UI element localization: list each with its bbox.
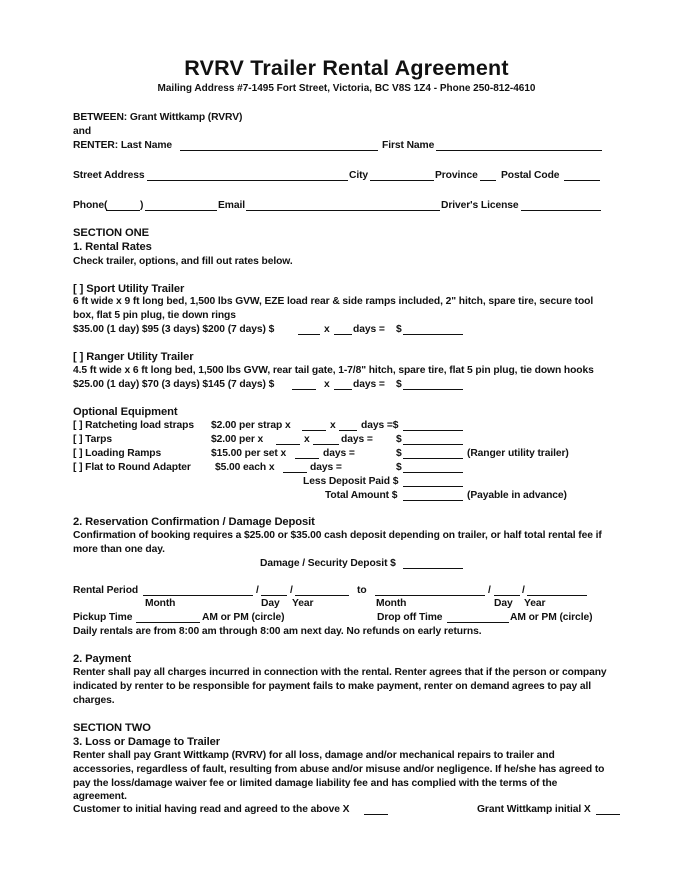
straps-days-label: days =$ [361, 420, 399, 431]
mailing-address: Mailing Address #7-1495 Fort Street, Victoria, BC V8S 1Z4 - Phone 250-812-4610 [157, 83, 536, 94]
adapter-subtotal-field[interactable] [403, 472, 463, 473]
total-amount-label: Total Amount $ [325, 490, 398, 501]
tarps-subtotal-field[interactable] [403, 444, 463, 445]
ranger-trailer-desc: 4.5 ft wide x 6 ft long bed, 1,500 lbs GVW, rear tail gate, 1-7/8" hitch, spare tire, flat 5 pin plug, tie down hooks [73, 365, 594, 376]
ramps-days-field[interactable] [295, 458, 319, 459]
sport-trailer-desc: 6 ft wide x 9 ft long bed, 1,500 lbs GVW, EZE load rear & side ramps included, 2" hitch, spare tire, secure tool [73, 296, 594, 307]
start-year-field[interactable] [295, 595, 349, 596]
start-year-caption: Year [292, 598, 314, 609]
ramps-subtotal-field[interactable] [403, 458, 463, 459]
first-name-label: First Name [382, 140, 435, 151]
street-address-field[interactable] [147, 180, 348, 181]
ranger-subtotal-field[interactable] [403, 389, 463, 390]
ramps-note: (Ranger utility trailer) [467, 448, 569, 459]
loss-damage-text-4: agreement. [73, 791, 127, 802]
sport-trailer-desc-2: box, flat 5 pin plug, tie down rings [73, 310, 236, 321]
grant-initial-field[interactable] [596, 814, 620, 815]
ramps-days-label: days = [323, 448, 355, 459]
straps-x: x [330, 420, 336, 431]
postal-code-field[interactable] [564, 180, 600, 181]
email-label: Email [218, 200, 245, 211]
section-two-heading: SECTION TWO [73, 722, 151, 734]
phone-area-code-field[interactable] [106, 210, 140, 211]
ranger-trailer-checkbox[interactable]: [ ] Ranger Utility Trailer [73, 351, 194, 363]
sport-subtotal-field[interactable] [403, 334, 463, 335]
pickup-ampm: AM or PM (circle) [202, 612, 285, 623]
end-month-caption: Month [376, 598, 407, 609]
sport-x: x [324, 324, 330, 335]
straps-price: $2.00 per strap x [211, 420, 291, 431]
adapter-checkbox[interactable]: [ ] Flat to Round Adapter [73, 462, 191, 473]
ramps-checkbox[interactable]: [ ] Loading Ramps [73, 448, 162, 459]
sport-rate-field[interactable] [298, 334, 320, 335]
loss-damage-text-1: Renter shall pay Grant Wittkamp (RVRV) for all loss, damage and/or mechanical repairs to trailer and [73, 750, 555, 761]
adapter-dollar: $ [396, 462, 402, 473]
postal-code-label: Postal Code [501, 170, 560, 181]
adapter-days-field[interactable] [283, 472, 307, 473]
email-field[interactable] [246, 210, 440, 211]
rental-period-label: Rental Period [73, 585, 139, 596]
sport-days-field[interactable] [334, 334, 352, 335]
end-slash-2: / [522, 585, 525, 596]
first-name-field[interactable] [436, 150, 602, 151]
payment-text-2: indicated by renter to be responsible for payment fails to make payment, renter on demand agrees to pay all [73, 681, 592, 692]
reservation-heading: 2. Reservation Confirmation / Damage Deposit [73, 516, 315, 528]
end-slash-1: / [488, 585, 491, 596]
phone-paren: ) [140, 200, 144, 211]
end-year-field[interactable] [527, 595, 587, 596]
straps-checkbox[interactable]: [ ] Ratcheting load straps [73, 420, 194, 431]
ranger-days-label: days = [353, 379, 385, 390]
tarps-price: $2.00 per x [211, 434, 264, 445]
start-month-field[interactable] [143, 595, 253, 596]
tarps-days-field[interactable] [313, 444, 339, 445]
sport-trailer-checkbox[interactable]: [ ] Sport Utility Trailer [73, 283, 185, 295]
less-deposit-label: Less Deposit Paid $ [303, 476, 399, 487]
between-line: BETWEEN: Grant Wittkamp (RVRV) [73, 112, 243, 123]
tarps-dollar: $ [396, 434, 402, 445]
straps-days-field[interactable] [339, 430, 357, 431]
ranger-trailer-rates: $25.00 (1 day) $70 (3 days) $145 (7 days) $ [73, 379, 275, 390]
pickup-time-label: Pickup Time [73, 612, 133, 623]
renter-last-name-field[interactable] [180, 150, 378, 151]
adapter-price: $5.00 each x [215, 462, 275, 473]
damage-deposit-field[interactable] [403, 568, 463, 569]
end-day-caption: Day [494, 598, 513, 609]
drivers-license-field[interactable] [521, 210, 601, 211]
ranger-x: x [324, 379, 330, 390]
start-day-caption: Day [261, 598, 280, 609]
dropoff-time-label: Drop off Time [377, 612, 443, 623]
grant-initial-label: Grant Wittkamp initial X [477, 804, 591, 815]
tarps-days-label: days = [341, 434, 373, 445]
tarps-checkbox[interactable]: [ ] Tarps [73, 434, 112, 445]
start-slash-2: / [290, 585, 293, 596]
section-one-heading: SECTION ONE [73, 227, 149, 239]
tarps-qty-field[interactable] [276, 444, 300, 445]
document-title: RVRV Trailer Rental Agreement [184, 56, 509, 80]
payment-heading: 2. Payment [73, 653, 132, 665]
end-year-caption: Year [524, 598, 546, 609]
city-label: City [349, 170, 369, 181]
end-month-field[interactable] [375, 595, 485, 596]
payment-text-1: Renter shall pay all charges incurred in connection with the rental. Renter agrees that if the person or company [73, 667, 607, 678]
and-line: and [73, 126, 92, 137]
province-field[interactable] [480, 180, 496, 181]
total-note: (Payable in advance) [467, 490, 567, 501]
ranger-days-field[interactable] [334, 389, 352, 390]
ranger-rate-field[interactable] [292, 389, 316, 390]
loss-damage-text-2: accessories, regardless of fault, resulting from abuse and/or misuse and/or negligence. If he/she has agreed to [73, 764, 605, 775]
customer-initial-label: Customer to initial having read and agreed to the above X [73, 804, 350, 815]
sport-dollar: $ [396, 324, 402, 335]
end-day-field[interactable] [494, 595, 520, 596]
ramps-price: $15.00 per set x [211, 448, 287, 459]
start-month-caption: Month [145, 598, 176, 609]
customer-initial-field[interactable] [364, 814, 388, 815]
less-deposit-field[interactable] [403, 486, 463, 487]
straps-qty-field[interactable] [302, 430, 326, 431]
pickup-time-field[interactable] [136, 622, 200, 623]
loss-damage-heading: 3. Loss or Damage to Trailer [73, 736, 221, 748]
ramps-dollar: $ [396, 448, 402, 459]
damage-deposit-label: Damage / Security Deposit $ [260, 558, 396, 569]
straps-subtotal-field[interactable] [403, 430, 463, 431]
phone-number-field[interactable] [145, 210, 217, 211]
start-slash-1: / [256, 585, 259, 596]
sport-trailer-rates: $35.00 (1 day) $95 (3 days) $200 (7 days) $ [73, 324, 275, 335]
start-day-field[interactable] [261, 595, 287, 596]
reservation-text-2: more than one day. [73, 544, 165, 555]
total-amount-field[interactable] [403, 500, 463, 501]
daily-rentals-note: Daily rentals are from 8:00 am through 8:00 am next day. No refunds on early returns. [73, 626, 482, 637]
province-label: Province [435, 170, 478, 181]
to-label: to [357, 585, 367, 596]
tarps-x: x [304, 434, 310, 445]
city-field[interactable] [370, 180, 434, 181]
adapter-days-label: days = [310, 462, 342, 473]
phone-label: Phone( [73, 200, 108, 211]
sport-days-label: days = [353, 324, 385, 335]
renter-last-name-label: RENTER: Last Name [73, 140, 173, 151]
drivers-license-label: Driver's License [441, 200, 519, 211]
loss-damage-text-3: pay the loss/damage waiver fee or limited damage liability fee and has complied with the terms of the [73, 778, 558, 789]
dropoff-ampm: AM or PM (circle) [510, 612, 593, 623]
ranger-dollar: $ [396, 379, 402, 390]
reservation-text: Confirmation of booking requires a $25.00 or $35.00 cash deposit depending on trailer, or half total rental fee if [73, 530, 602, 541]
street-address-label: Street Address [73, 170, 145, 181]
dropoff-time-field[interactable] [447, 622, 509, 623]
optional-equipment-heading: Optional Equipment [73, 406, 178, 418]
rates-instructions: Check trailer, options, and fill out rates below. [73, 256, 293, 267]
payment-text-3: charges. [73, 695, 115, 706]
rental-rates-heading: 1. Rental Rates [73, 241, 152, 253]
